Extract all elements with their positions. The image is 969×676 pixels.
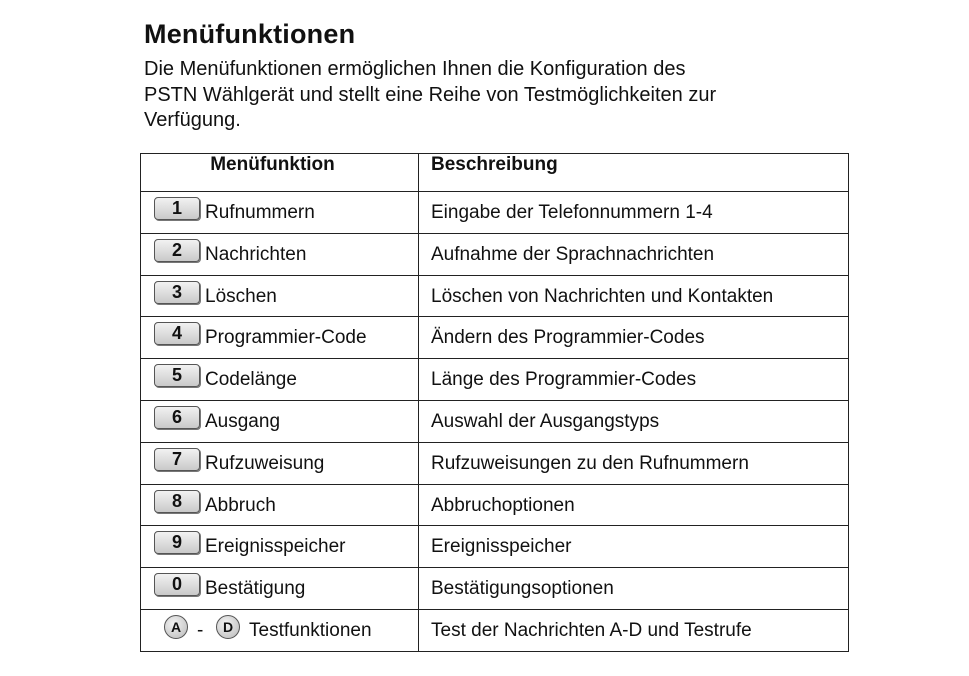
function-cell [141, 526, 419, 568]
description-cell: Abbruchoptionen [419, 484, 849, 526]
table-row [141, 192, 849, 234]
keypad-key-icon: 1 [154, 197, 200, 220]
table-row [141, 275, 849, 317]
key-range-separator: - [197, 619, 204, 641]
table-row [141, 568, 849, 610]
description-cell: Test der Nachrichten A-D und Testrufe [419, 609, 849, 651]
function-cell [141, 275, 419, 317]
table-row [141, 233, 849, 275]
page-title: Menüfunktionen [144, 19, 356, 49]
round-key-d-icon: D [216, 615, 240, 639]
round-key-a-icon: A [164, 615, 188, 639]
menu-functions-table [140, 153, 849, 652]
function-label: Ereignisspeicher [205, 536, 346, 558]
function-cell [141, 484, 419, 526]
table-row [141, 317, 849, 359]
table-header-row [141, 154, 849, 192]
intro-line-2: PSTN Wählgerät und stellt eine Reihe von Testmöglichkeiten zur [144, 83, 717, 106]
function-cell [141, 609, 419, 651]
intro-line-3: Verfügung. [144, 109, 241, 131]
description-cell: Eingabe der Telefonnummern 1-4 [419, 192, 849, 234]
keypad-key-icon: 5 [154, 364, 200, 387]
function-cell [141, 317, 419, 359]
keypad-key-icon: 4 [154, 322, 200, 345]
function-label: Rufzuweisung [205, 452, 325, 474]
function-cell [141, 233, 419, 275]
function-cell [141, 568, 419, 610]
header-menu-function: Menüfunktion [141, 154, 419, 192]
function-label: Nachrichten [205, 243, 307, 265]
keypad-key-icon: 6 [154, 406, 200, 429]
function-label: Abbruch [205, 494, 276, 516]
table-row [141, 400, 849, 442]
function-label: Bestätigung [205, 578, 306, 600]
intro-paragraph [144, 57, 844, 134]
description-cell: Länge des Programmier-Codes [419, 359, 849, 401]
description-cell: Auswahl der Ausgangstyps [419, 400, 849, 442]
function-cell [141, 192, 419, 234]
function-label: Testfunktionen [249, 619, 372, 641]
table-row [141, 442, 849, 484]
description-cell: Aufnahme der Sprachnachrichten [419, 233, 849, 275]
description-cell: Ereignisspeicher [419, 526, 849, 568]
function-label: Rufnummern [205, 202, 315, 223]
keypad-key-icon: 0 [154, 573, 200, 596]
keypad-key-icon: 9 [154, 531, 200, 554]
function-cell [141, 400, 419, 442]
function-label: Ausgang [205, 410, 281, 432]
description-cell: Rufzuweisungen zu den Rufnummern [419, 442, 849, 484]
table-row [141, 484, 849, 526]
keypad-key-icon: 2 [154, 239, 200, 262]
description-cell: Bestätigungsoptionen [419, 568, 849, 610]
keypad-key-icon: 8 [154, 490, 200, 513]
function-label: Programmier-Code [205, 327, 367, 349]
function-label: Löschen [205, 285, 277, 307]
intro-line-1: Die Menüfunktionen ermöglichen Ihnen die Konfiguration des [144, 58, 686, 80]
header-description: Beschreibung [419, 154, 849, 192]
description-cell: Löschen von Nachrichten und Kontakten [419, 275, 849, 317]
function-cell [141, 442, 419, 484]
table-row-test [141, 609, 849, 651]
function-cell [141, 359, 419, 401]
table-row [141, 526, 849, 568]
keypad-key-icon: 3 [154, 281, 200, 304]
description-cell: Ändern des Programmier-Codes [419, 317, 849, 359]
keypad-key-icon: 7 [154, 448, 200, 471]
function-label: Codelänge [205, 369, 297, 391]
table-row [141, 359, 849, 401]
